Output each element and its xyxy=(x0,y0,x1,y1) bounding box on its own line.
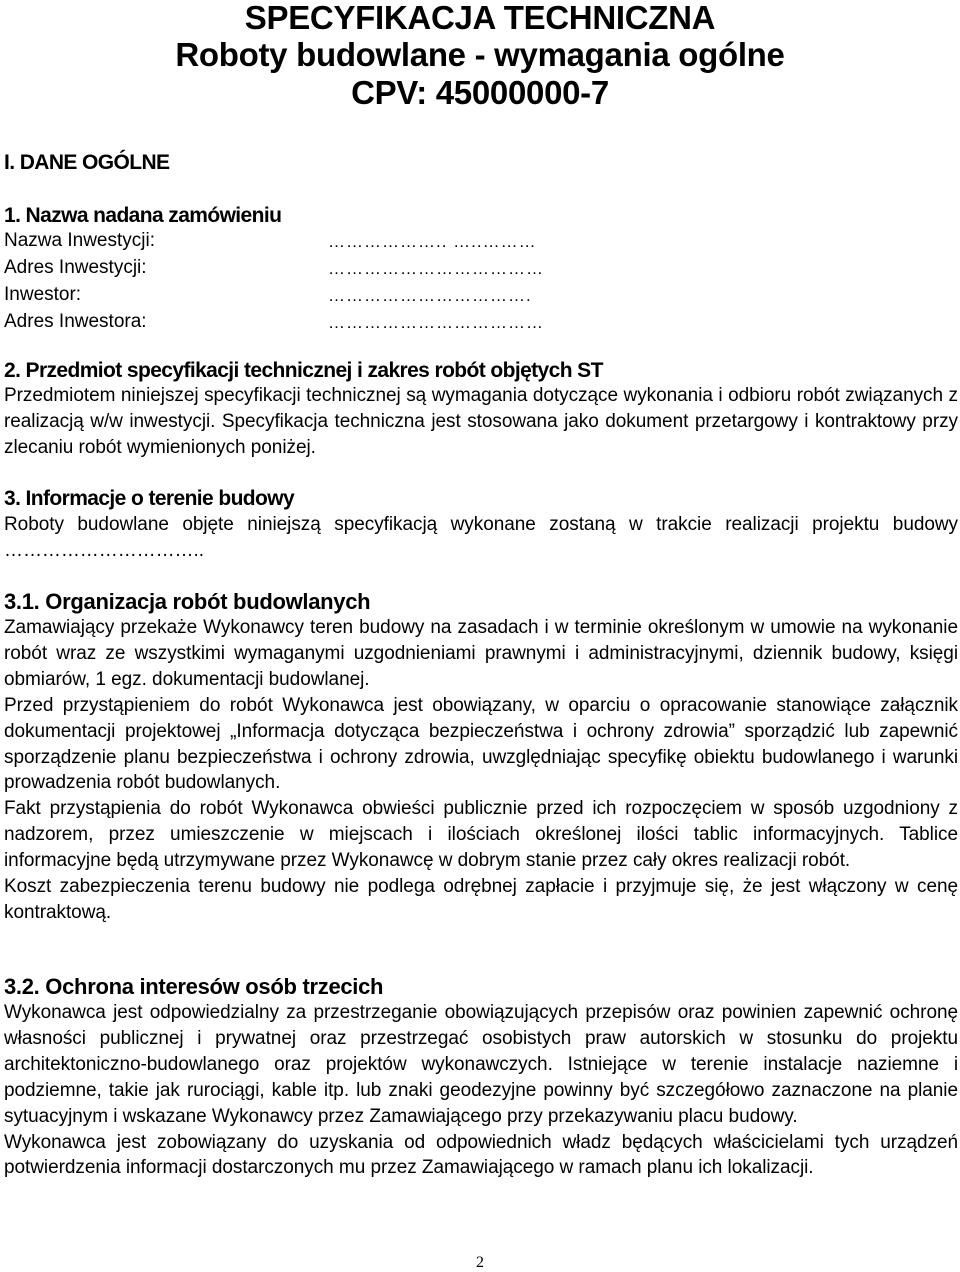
field-label-adres-inwestycji: Adres Inwestycji: xyxy=(4,257,147,278)
doc-title: SPECYFIKACJA TECHNICZNA xyxy=(244,0,716,36)
section-3-2-paragraph: Wykonawca jest odpowiedzialny za przestrzeganie obowiązujących przepisów oraz powinien zapewnić ochronę własności publicznej i prywatnej oraz przestrzegać osobistych praw autorskich w stosunku do projektu architektoniczno-budowlanego oraz projektów wykonawczych. Istniejące w terenie instalacje naziemne i podziemne, takie jak rurociągi, kable itp. lub znaki geodezyjne powinny być szczegółowo zaznaczone na planie sytuacyjnym i wskazane Wykonawcy przez Zamawiającego przy przekazywaniu placu budowy. xyxy=(4,1002,958,1127)
section-3-1-paragraph: Koszt zabezpieczenia terenu budowy nie podlega odrębnej zapłacie i przyjmuje się, że jest włączony w cenę kontraktową. xyxy=(4,876,958,923)
field-value-nazwa-inwestycji: ……………….. …..……… xyxy=(328,232,537,251)
section-2-paragraph: Przedmiotem niniejszej specyfikacji technicznej są wymagania dotyczące wykonania i odbioru robót związanych z realizacją w/w inwestycji. Specyfikacja techniczna jest stosowana jako dokument przetargowy i kontraktowy przy zlecaniu robót wymienionych poniżej. xyxy=(4,385,958,458)
section-3-2-text xyxy=(4,1000,958,1181)
section-1-heading: 1. Nazwa nadana zamówieniu xyxy=(4,204,282,227)
section-2-text xyxy=(4,383,958,461)
doc-cpv-code: CPV: 45000000-7 xyxy=(351,74,609,111)
doc-subtitle: Roboty budowlane - wymagania ogólne xyxy=(175,36,785,73)
section-3-heading: 3. Informacje o terenie budowy xyxy=(4,487,295,510)
section-3-text xyxy=(4,512,958,564)
section-3-1-heading: 3.1. Organizacja robót budowlanych xyxy=(4,589,371,614)
section-general-heading: I. DANE OGÓLNE xyxy=(4,151,170,174)
section-3-2-paragraph: Wykonawca jest zobowiązany do uzyskania od odpowiednich władz będących właścicielami tych urządzeń potwierdzenia informacji dostarczonych mu przez Zamawiającego w ramach planu ich lokalizacji. xyxy=(4,1131,958,1179)
field-value-adres-inwestycji: ……………………………… xyxy=(328,259,544,278)
field-label-nazwa-inwestycji: Nazwa Inwestycji: xyxy=(4,230,155,251)
section-2-heading: 2. Przedmiot specyfikacji technicznej i zakres robót objętych ST xyxy=(4,359,603,382)
section-3-1-paragraph: Fakt przystąpienia do robót Wykonawca obwieści publicznie przed ich rozpoczęciem w sposób uzgodniony z nadzorem, przez umieszczenie w miejscach i ilościach określonej ilości tablic informacyjnych. Tablice informacyjne będą utrzymywane przez Wykonawcę w dobrym stanie przez cały okres realizacji robót. xyxy=(4,798,958,872)
page-number: 2 xyxy=(476,1254,484,1271)
section-3-1-paragraph: Przed przystąpieniem do robót Wykonawca jest obowiązany, w oparciu o opracowanie stanowiące załącznik dokumentacji projektowej „Informacja dotycząca bezpieczeństwa i ochrony zdrowia” sporządzić lub zapewnić sporządzenie planu bezpieczeństwa i ochrony zdrowia, uwzględniając specyfikę obiektu budowlanego i warunki prowadzenia robót budowlanych. xyxy=(4,694,958,794)
field-label-adres-inwestora: Adres Inwestora: xyxy=(4,311,147,332)
section-3-paragraph: Roboty budowlane objęte niniejszą specyfikacją wykonane zostaną w trakcie realizacji projektu budowy ………………………….. xyxy=(4,514,958,561)
section-3-1-paragraph: Zamawiający przekaże Wykonawcy teren budowy na zasadach i w terminie określonym w umowie na wykonanie robót wraz ze wszystkimi wymaganymi uzgodnieniami prawnymi i administracyjnymi, dziennik budowy, księgi obmiarów, 1 egz. dokumentacji budowlanej. xyxy=(4,617,958,690)
field-label-inwestor: Inwestor: xyxy=(4,284,82,305)
section-3-1-text xyxy=(4,615,958,926)
section-3-2-heading: 3.2. Ochrona interesów osób trzecich xyxy=(4,974,384,999)
field-value-inwestor: ……………………………. xyxy=(328,286,532,305)
field-value-adres-inwestora: ……………………………… xyxy=(328,313,544,332)
